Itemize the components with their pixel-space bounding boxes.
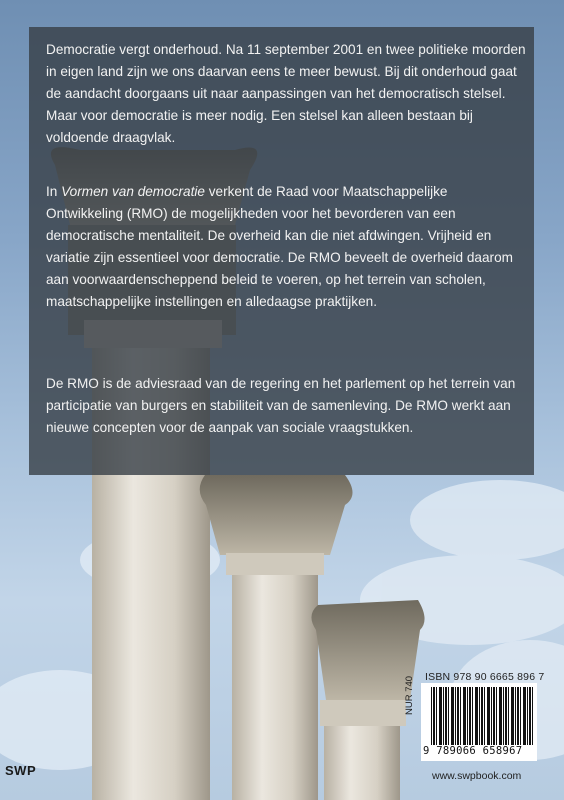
barcode-bars: [431, 687, 533, 745]
summary-text: verkent de Raad voor Maatschappelijke Ontwikkeling (RMO) de mogelijkheden voor het bevorderen van een democratische mentaliteit. De overheid kan die niet afdwingen. Vrijheid en variatie zijn essentieel voor democratie. De RMO beveelt de overheid daarom aan voorwaardenscheppend beleid te voeren, op het terrein van scholen, maatschappelijke instellingen en alledaagse praktijken.: [46, 184, 513, 309]
nur-code: NUR 740: [404, 675, 415, 715]
text-overlay-panel: [29, 27, 534, 475]
publisher-url: www.swpbook.com: [432, 770, 522, 782]
barcode-number: 9 789066 658967: [423, 745, 523, 757]
barcode: [421, 683, 537, 761]
paragraph-about-rmo: De RMO is de adviesraad van de regering en het parlement op het terrein van participatie van burgers en stabiliteit van de samenleving. De RMO werkt aan nieuwe concepten voor de aanpak van sociale vraagstukken.: [46, 376, 516, 435]
paragraph-summary: [46, 181, 526, 313]
isbn-text: ISBN 978 90 6665 896 7: [425, 671, 545, 683]
paragraph-intro: Democratie vergt onderhoud. Na 11 september 2001 en twee politieke moorden in eigen land zijn we ons daarvan eens te meer bewust. Bij dit onderhoud gaat de aandacht doorgaans uit naar aanpassingen van het democratisch stelsel. Maar voor democratie is meer nodig. Een stelsel kan alleen bestaan bij voldoende draagvlak.: [46, 42, 526, 145]
publisher-logo: SWP: [5, 763, 37, 778]
book-title: Vormen van democratie: [61, 184, 205, 199]
summary-prefix: In: [46, 184, 62, 199]
